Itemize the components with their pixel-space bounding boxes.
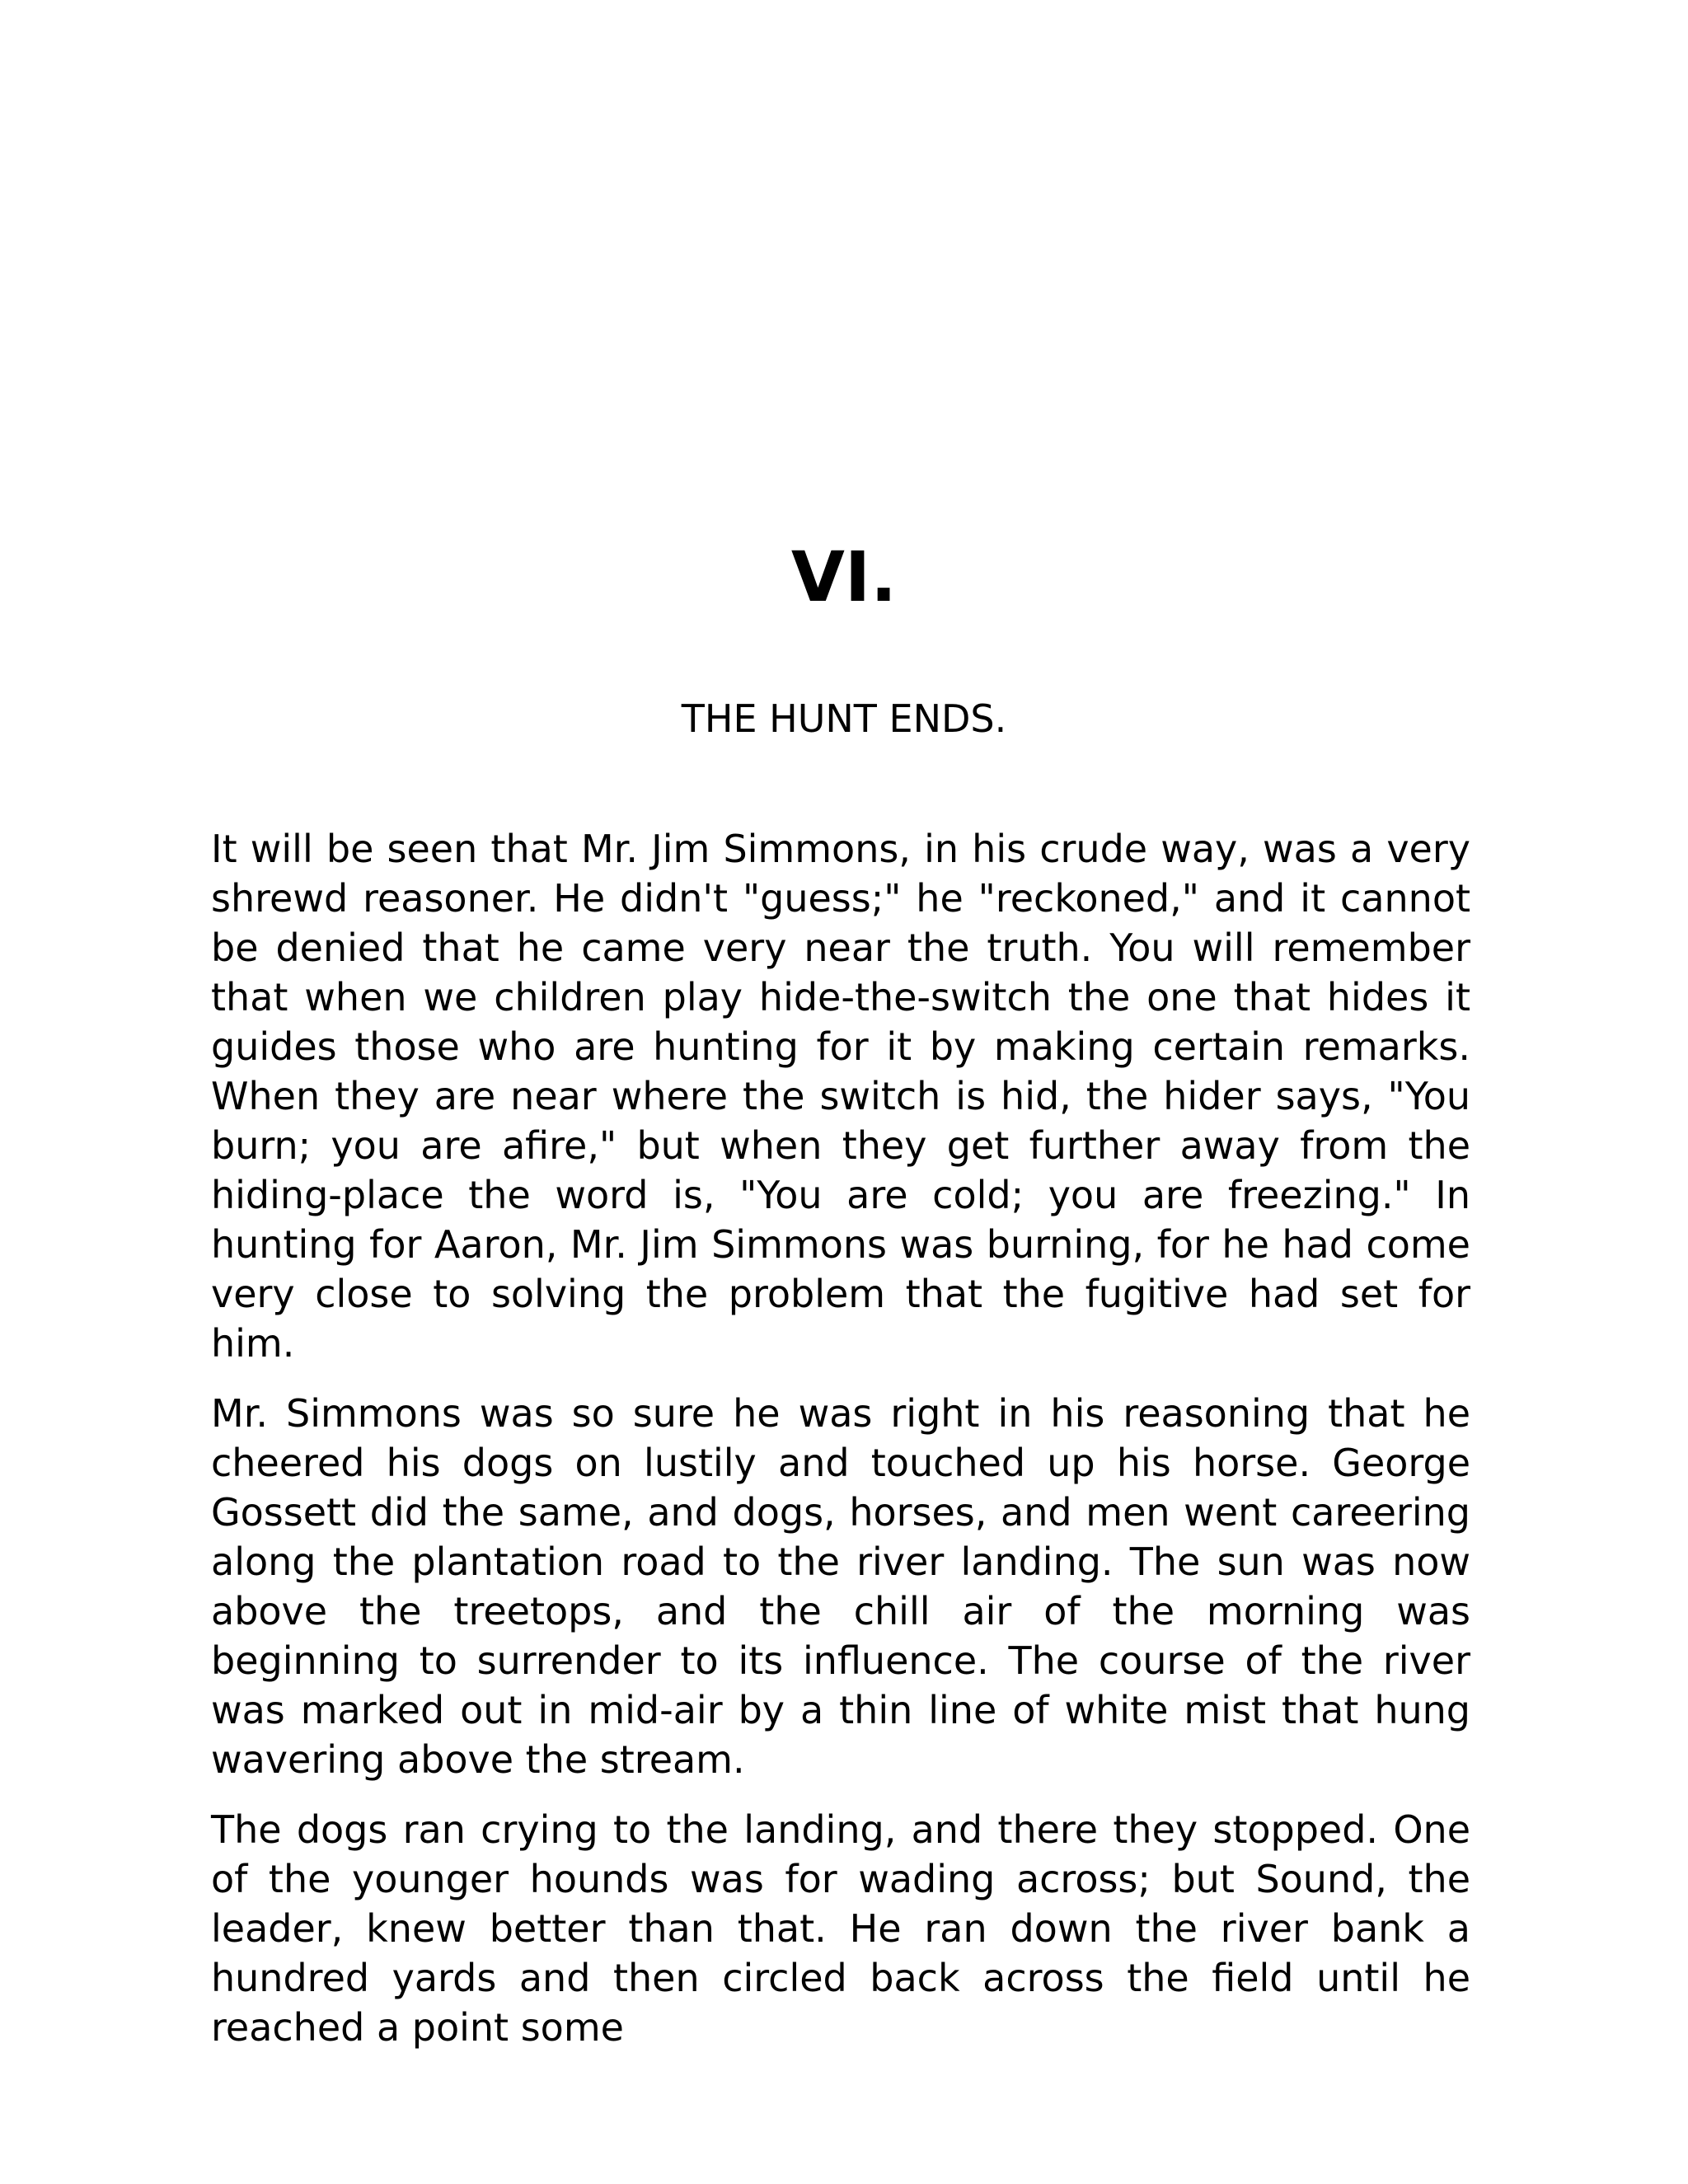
chapter-title: THE HUNT ENDS. xyxy=(681,696,1007,741)
paragraph: Mr. Simmons was so sure he was right in his reasoning that he cheered his dogs on lustily and touched up his horse. George Gossett did the same, and dogs, horses, and men went careering along the plantation road to the river landing. The sun was now above the treetops, and the chill air of the morning was beginning to surrender to its influence. The course of the river was marked out in mid-air by a thin line of white mist that hung wavering above the stream. xyxy=(211,1391,1470,1782)
chapter-number: VI. xyxy=(790,537,898,617)
paragraph: It will be seen that Mr. Jim Simmons, in his crude way, was a very shrewd reasoner. He didn't "guess;" he "reckoned," and it cannot be denied that he came very near the truth. You will remember that when we children play hide-the-switch the one that hides it guides those who are hunting for it by making certain remarks. When they are near where the switch is hid, the hider says, "You burn; you are afire," but when they get further away from the hiding-place the word is, "You are cold; you are freezing." In hunting for Aaron, Mr. Jim Simmons was burning, for he had come very close to solving the problem that the fugitive had set for him. xyxy=(211,827,1470,1366)
paragraph: The dogs ran crying to the landing, and there they stopped. One of the younger hounds was for wading across; but Sound, the leader, knew better than that. He ran down the river bank a hundred yards and then circled back across the field until he reached a point some xyxy=(211,1807,1470,2050)
chapter-body xyxy=(211,824,1470,2073)
